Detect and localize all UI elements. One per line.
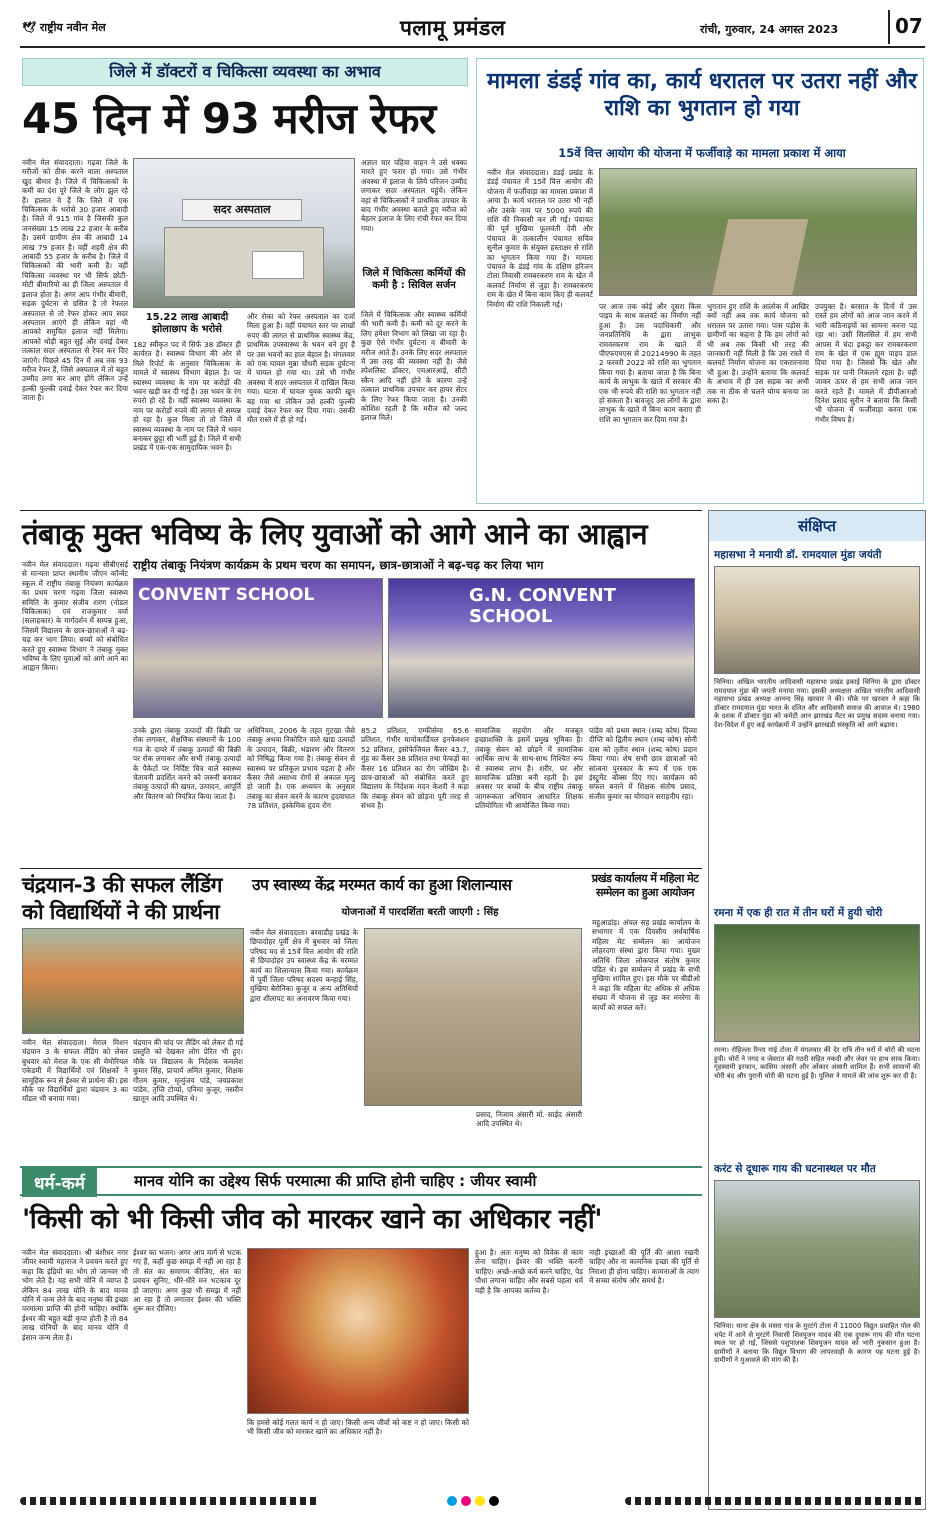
story4-top-rule bbox=[20, 868, 702, 869]
story3-col5: सामाजिक सहयोग और मजबूत इच्छाशक्ति के इसमें प्रमुख भूमिका है। तंबाकू सेवन को छोड़ने में सामाजिक आर्थिक लाभ के साथ-साथ निश्चित रूप से स्वास्थ्य लाभ है। शरीर, घर और सामाजिक प्रतिष्ठा बनी रहती है। इस अवसर पर बच्चों के बीच राष्ट्रीय तंबाकू जागरूकता अभियान आधारित शिक्षक प्रतियोगिता भी आयोजित किया गया। bbox=[475, 726, 583, 811]
students-prayer-photo bbox=[22, 928, 244, 1034]
page-number: 07 bbox=[895, 14, 923, 38]
sidebar-item3-head: करंट से दूधारू गाय की घटनास्थल पर मौत bbox=[714, 1163, 876, 1175]
foundation-stone-photo bbox=[364, 928, 582, 1106]
story4-col2: चंद्रयान की चांद पर लैंडिंग को लेकर दी गई प्रस्तुति को देखकर लोग प्रेरित भी हुए। मौके पर विद्यालय के निदेशक कमलेश कुमार सिंह, प्राचार्य अमित कुमार, शिक्षक गौतम कुमार, मृत्युंजय पांडे, जयप्रकाश पांडेय, तृप्ति टोप्पो, एनिमा कुजूर, नसरीन खातून आदि उपस्थित थे। bbox=[133, 1038, 243, 1104]
story1-headline: 45 दिन में 93 मरीज रेफर bbox=[22, 94, 436, 143]
hospital-photo bbox=[133, 158, 355, 308]
school-photo-2 bbox=[388, 578, 695, 718]
story1-sub1: 15.22 लाख आबादी झोलाछाप के भरोसे bbox=[145, 312, 229, 335]
story5-col2: प्रसाद, निजाम अंसारी मो. साईद अंसारी आदि उपस्थित थे। bbox=[476, 1110, 582, 1129]
bird-logo-icon: 🕊 bbox=[22, 21, 36, 34]
hospital-sign: सदर अस्पताल bbox=[182, 199, 302, 221]
story3-col2: उनके द्वारा तंबाकू उत्पादों की बिक्री पर रोक लगाकर, शैक्षणिक संस्थानों के 100 गज के दायरे में तंबाकू उत्पादों की बिक्री पर रोक लगाकर और सभी तंबाकू उत्पादों के पैकेटों पर निर्दिष्ट चित्र वाले स्वास्थ्य चेतावनी प्रदर्शित करने को जरूरी बनाकर तंबाकू उत्पादों की खपत, उत्पादन, आपूर्ति और वितरण को नियंत्रित किया जाता है। bbox=[133, 726, 241, 801]
swami-photo bbox=[247, 1248, 469, 1414]
story2-headline: मामला डंडई गांव का, कार्य धरातल पर उतरा नहीं और राशि का भुगतान हो गया bbox=[486, 69, 918, 121]
story2-col4: उपयुक्त है। बरसात के दिनों में उस रास्ते हम लोगों को आज जान करने में भारी कठिनाइयों का सामना करना पड़ रहा था। उसी सिलसिले में हम सभी आपस में चंदा इकट्ठा कर रामबरकरण राम के खेत में एक ह्यूम पाइप डाल दिया गया है। जिससे कि खेत और सड़क पर पानी निकलने रहता है। वहीं जाकर ऊपर से हम सभी आज जान करते रहते हैं। मामले में डीपीआरओ दिनेश प्रसाद सुरीन ने बताया कि किसी भी योजना में फर्जीवाड़ा करना एक गंभीर विषय है। bbox=[815, 302, 917, 424]
road-photo bbox=[599, 168, 917, 296]
story1-kicker: जिले में डॉक्टरों व चिकित्सा व्यवस्था का अभाव bbox=[22, 58, 468, 86]
story2-col2: पर आज तक कोई और दूसरा किस पाइप के साथ कलवर्ट का निर्माण नहीं हुआ है। उस पदाधिकारी और जनप्रतिनिधि के द्वारा लाभुक रामवरकरण राम के खाते में पीएफएमएस से 20214990 के तहत 2 फरवरी 2022 को राशि का भुगतान किया गया है। बताया जाता है कि बिना कार्य के लाभुक के खाते में सरकार की एक भी रुपये की राशि का भुगतान नहीं हो सकता है। बावजूद उस लोगों के द्वारा लाभुक के खाते में बिना काम कराए ही राशि का भुगतान कर दिया गया है। bbox=[599, 302, 701, 424]
section-title: पलामू प्रमंडल bbox=[400, 16, 506, 40]
page-divider bbox=[888, 10, 890, 44]
registration-bar-left bbox=[20, 1497, 320, 1505]
story1-col5: जिले में चिकित्सक और स्वास्थ्य कर्मियों की भारी कमी है। कमी को दूर करने के लिए हमेशा विभाग को लिखा जा रहा है। कुछ ऐसे गंभीर दुर्घटना व बीमारी के मरीज आते हैं। उनके लिए सदर अस्पताल में उस तरह की व्यवस्था नहीं है। जैसे स्पेशलिस्ट डॉक्टर, एमआरआई, सीटी स्कैन आदि नहीं होने के कारण उन्हें तत्काल प्राथमिक उपचार कर हायर सेंटर के लिए रेफर किया जाता है। उनकी कोशिश रहती है कि मरीज को जल्द इलाज मिले। bbox=[361, 310, 467, 423]
story3-subhead: राष्ट्रीय तंबाकू नियंत्रण कार्यक्रम के प्रथम चरण का समापन, छात्र-छात्राओं ने बढ़-चढ़ कर लिया भाग bbox=[133, 558, 544, 572]
story1-sub2: जिले में चिकित्सा कर्मियों की कमी है : सिविल सर्जन bbox=[362, 268, 466, 291]
issue-date: रांची, गुरुवार, 24 अगस्त 2023 bbox=[700, 23, 839, 36]
story2-col1: नवीन मेल संवाददाता। डंडई प्रखंड के डंडई पंचायत में 15वें वित्त आयोग की योजना में फर्जीवाड़ा का मामला प्रकाश में आया है। कार्य धरातल पर उतरा भी नहीं और उसके नाम पर 5000 रुपये की राशि की निकासी कर ली गई। पंचायत की पूर्व मुखिया फूलवंती देवी और पंचायत के तत्कालीन पंचायत सचिव सुनील कुमार के संयुक्त हस्ताक्षर से राशि का भुगतान किया गया है। मामला पंचायत के डंडई गांव के दक्षिण हरिजन टोला निवासी रामबरकरण राम के खेत में कलवर्ट निर्माण से जुड़ा है। रामबरकरण राम के खेत में बिना काम किए ही कलवर्ट निर्माण की राशि निकाली गई। bbox=[487, 168, 593, 309]
dharma-col5: नाही इच्छाओं की पूर्ति की आशा रखनी चाहिए और ना कामनिक इच्छा की पूर्ति से निराशा ही होना चाहिए। कामनाओं के त्याग में सच्चा संतोष और समर्थ है। bbox=[589, 1248, 699, 1286]
yellow-dot bbox=[475, 1496, 485, 1506]
dharma-headline: 'किसी को भी किसी जीव को मारकर खाने का अधिकार नहीं' bbox=[22, 1204, 603, 1235]
registration-bar-right bbox=[625, 1497, 925, 1505]
story2-col3: भुगतान हुए राशि के आलोक में आखिर क्यों नहीं अब तक कार्य योजना को धरातल पर उतारा गया। पास पड़ोस के ग्रामीणों का कहना है कि हम लोगों को भी अब तक किसी भी तरह की जानकारी नहीं मिली है कि उस रास्ते में कलवर्ट निर्माण योजना का एकरारनामा भी हुआ है। उन्होंने बताया कि कलवर्ट के अभाव में ही उस सड़क का अभी तक ना ठीक से चलने योग्य बनाया जा सका है। bbox=[707, 302, 809, 406]
story4-col1: नवीन मेल संवाददाता। मेराल मिशन चंद्रयान 3 के सफल लैंडिंग को लेकर बुधवार को मेराल के एक सी मेमोरियल एकेडमी में विद्यार्थियों एवं शिक्षकों ने सामूहिक रूप से ईश्वर से प्रार्थना की। इस मौके पर विद्यार्थियों द्वारा चंद्रयान 3 का मॉडल भी बनाया गया। bbox=[22, 1038, 128, 1104]
story5-headline: उप स्वास्थ्य केंद्र मरम्मत कार्य का हुआ शिलान्यास bbox=[252, 876, 512, 894]
story3-col4: 85.2 प्रतिशत, एम्फीसेमा 65.6 प्रतिशत, गंभीर मायोकार्डियल इनफेक्शन 52 प्रतिशत, इसोफेजियल कैंसर 43.7, मुंह का कैंसर 38 प्रतिशत तथा फेफड़ों का कैंसर 16 प्रतिशत का रोग जोखिम है। छात्र-छात्राओं को संबोधित करते हुए विद्यालय के निदेशक मदन केशरी ने कहा कि तंबाकू सेवन को छोड़ना पूरी तरह से संभव है। bbox=[361, 726, 469, 811]
sidebar-item1-head: महासभा ने मनायी डॉ. रामदयाल मुंडा जयंती bbox=[714, 549, 882, 561]
dharma-strap: मानव योनि का उद्देश्य सिर्फ परमात्मा की प्राप्ति होनी चाहिए : जीयर स्वामी bbox=[134, 1172, 537, 1190]
sidebar-title: संक्षिप्त bbox=[709, 511, 925, 541]
color-dots bbox=[447, 1496, 499, 1506]
magenta-dot bbox=[461, 1496, 471, 1506]
sidebar-item2-head: रमना में एक ही रात में तीन घरों में हुयी चोरी bbox=[714, 907, 883, 919]
dharma-col2: ईश्वर का भजन। अगर आप मार्ग से भटक गए हैं, कहीं कुछ समझ में नहीं आ रहा है तो संत का समागम कीजिए, संत का प्रवचन सुनिए, धीरे-धीरे मन भटकाव दूर हो जाएगा। अगर कुछ भी समझ में नहीं आ रहा है तो लगातार ईश्वर की भक्ति शुरू कर दीजिए। bbox=[133, 1248, 241, 1314]
paper-name: 🕊 राष्ट्रीय नवीन मेल bbox=[22, 21, 106, 34]
sidebar-item1-text: चिनिया। अखिल भारतीय आदिवासी महासभा प्रखंड इकाई चिनिया के द्वारा डॉक्टर रामदयाल मुंडा की जयंती मनाया गया। इसकी अध्यक्षता अखिल भारतीय आदिवासी महासभा प्रखंड अध्यक्ष आनन्द सिंह खरवार ने की। मौके पर खरवार ने कहा कि डॉक्टर रामदयाल मुंडा भारत के दलित और आदिवासी समाज की आवाज थे। 1980 के दशक में डॉक्टर मुंडा को कमेटी आन झारखंड मैटर का प्रमुख सदस्य बनाया गया। देश-विदेश में हुए कई कार्यक्रमों में उन्होंने झारखंडी संस्कृति को आगे बढ़ाया। bbox=[714, 678, 920, 729]
story6-col1: महुआडांड़। अंचल सह प्रखंड कार्यालय के सभागार में एक दिवसीय अर्धवार्षिक महिला मेट सम्मेलन का आयोजन लोहरदगा संस्था द्वारा किया गया। मुख्य अतिथि जिला लोकपाल संतोष कुमार पंडित थे। इस सम्मेलन में प्रखंड के सभी मुखिया शामिल हुए। इस मौके पर बीडीओ ने कहा कि महिला मेट अधिक से अधिक संख्या में योजना से जुड़ कर मनरेगा के कार्यों को सफल करें। bbox=[592, 918, 700, 1012]
dharma-col4: हुआ है। अतः मनुष्य को विवेक से काम लेना चाहिए। ईश्वर की भक्ति करनी चाहिए। अच्छे-अच्छे कर्म करने चाहिए, पेड़ पौधा लगाना चाहिए और सबसे पहला धर्म यही है कि आपका कर्तव्य है। bbox=[475, 1248, 583, 1295]
ambulance bbox=[252, 251, 304, 279]
story3-col6: पांडेय को प्रथम स्थान (शब्द कोष) दिव्या दीप्ति को द्वितीय स्थान (शब्द कोष) सोनी दास को तृतीय स्थान (शब्द कोष) प्रदान किया गया। शेष सभी छात्र छात्राओं को सांत्वना पुरस्कार के रूप में एक एक इंस्ट्रूमेंट बॉक्स दिए गए। कार्यक्रम को सफल बनाने में शिक्षक संतोष प्रसाद, संजीव कुमार का योगदान सराहनीय रहा। bbox=[589, 726, 697, 801]
story6-headline: प्रखंड कार्यालय में महिला मेट सम्मेलन का हुआ आयोजन bbox=[591, 872, 699, 899]
cyan-dot bbox=[447, 1496, 457, 1506]
theft-site-photo bbox=[714, 924, 920, 1042]
cow-accident-photo bbox=[714, 1180, 920, 1318]
story1-col1: नवीन मेल संवाददाता। गढ़वा जिले के मरीजों को ठीक करने वाला अस्पताल खुद बीमार है। जिले में चिकित्सकों के कमी का दंश पूरे जिले के लोग झुल रहे हैं। हालात ये हैं कि जिले में एक चिकित्सक के भरोसे 30 हजार आबादी है। जिले में 915 गांव है जिसकी कुल जनसंख्या 15 लाख 22 हजार के करीब है। उसमे ग्रामीण क्षेत्र की आबादी 14 लाख 79 हजार है। वहीं शहरी क्षेत्र की आबादी 55 हजार के करीब है। जिले में चिकित्सकों की भारी कमी है। वहीं चिकित्सा व्यवस्था पर भी सिर्फ छोटी-मोटी बीमारियों का ही जिला अस्पताल में इलाज होता है। अगर आप गंभीर बीमारी, सड़क दुर्घटना से ग्रसित है तो रेफरल अस्पताल से तो रेफर होकर आप सदर अस्पताल आएंगे ही लेकिन वहां भी आपको समुचित इलाज नहीं मिलेगा। आपको थोड़ी बहुत सुई और दवाई देकर तत्काल सदर अस्पताल से रेफर कर दिए जाएंगे। पिछले 45 दिन में अब तक 93 मरीज रेफर हैं, जिसे अस्पताल में तो बहुत उम्मीद लगा कर आए होंगे लेकिन उन्हें हल्की फुल्की दवाई देकर रेफर कर दिया जाता है। bbox=[22, 158, 128, 403]
story5-subhead: योजनाओं में पारदर्शिता बरती जाएगी : सिंह bbox=[341, 907, 499, 918]
story2-subhead: 15वें वित्त आयोग की योजना में फर्जीवाड़े का मामला प्रकाश में आया bbox=[558, 146, 846, 160]
dirt-road bbox=[712, 219, 809, 296]
story1-col3: और रोका को रेफर अस्पताल का दर्जा मिला हुआ है। वहीं पंचायत स्तर पर लाखों रुपए की लागत से प्राथमिक स्वास्थ्य केंद्र, प्राथमिक उपस्वास्थ्य के भवन बने हुए हैं पर उस भवनों का हाल बेहाल है। मंगलवार को एक घायल मुन्ना चौधरी सड़क दुर्घटना में घायल हो गया था। उसे भी गंभीर अवस्था में सदर अस्पताल में दाखिल किया गया। घटना में घायल युवक काफी खून बह गया था लेकिन उसे हल्की फुल्की दवाई देकर रेफर कर दिया गया। उसकी मौत रास्ते में ही हो गई। bbox=[247, 312, 355, 425]
story3-top-rule bbox=[20, 510, 702, 511]
sidebar-item3-text: चिनिया। थाना क्षेत्र के मसरा गांव के मुरटंगे टोला में 11000 विद्युत प्रवाहित पोल की चपेट में आने से मुरटंगे निवासी शिवपूजन यादव की एक दुधारू गाय की मौत घटना स्थल पर हो गई, जिससे पशुपालक शिवपूजन यादव को भारी नुकसान हुआ है। ग्रामीणों ने बताया कि विद्युत विभाग की लापरवाही के कारण यह घटना हुई है। ग्रामीणों ने मुआवजे की मांग की है। bbox=[714, 1322, 920, 1365]
sidebar-item2-text: रमना। रोहिल्ला रिन्ता गांई टोला में मंगलवार की देर रात्रि तीन घरों में चोरों की घटना हुयी। चोरों ने नगद व जेवरात की गठरी सहित नकदी और जेवर पर हाथ साफ किया। गृहस्वामी इरफान, कासिम अंसारी और ओंकार अंसारी शामिल हैं। सभी सामानों की चोरी बंद और पुरानी चोरी की घटना हुई है। पुलिस ने मामले की जांच शुरू कर दी है। bbox=[714, 1046, 920, 1080]
story1-col2: 182 स्वीकृत पद में सिर्फ 38 डॉक्टर ही कार्यरत है। स्वास्थ्य विभाग की ओर से मिले रिपोर्ट के अनुसार चिकित्सक के मामले में स्वास्थ्य विभाग बेहाल है। पर स्वास्थ्य व्यवस्था के नाम पर करोड़ों की भवन खड़ी कर दी गई है। उस भवन के रंग रुपरो हो रहे है। वहीं स्वास्थ्य व्यवस्था के नाम पर करोड़ों रुपये की लागत से सम्पन्न हो रहा है। कुल मिला तो तो जिले में स्वास्थ्य व्यवस्था के नाम पर जिले में भवन बनाकर छुट्टा सी भर्ती हुई है। जिले में सभी प्रखंड में एक-एक सामुदायिक भवन है। bbox=[133, 340, 241, 453]
dharma-col1: नवीन मेल संवाददाता। श्री बंशीधर नगर जीयर स्वामी महाराज ने प्रवचन करते हुए कहा कि इंद्रियों का भोग तो जानवर भी भोग लेते है। यह सभी योनि में व्याप्त है लेकिन 84 लाख योनि के बाद मानव योनि में जन्म लेने के बाद मनुष्य की इच्छा परमात्मा प्राप्ति की होनी चाहिए। क्योंकि ईश्वर की बहुत बड़ी कृपा होती है तो 84 लाख योनियों के बाद मानव योनि में इंसान जन्म लेता है। bbox=[22, 1248, 128, 1342]
school-banner-1: CONVENT SCHOOL bbox=[138, 585, 315, 605]
black-dot bbox=[489, 1496, 499, 1506]
story1-col4: अज्ञात चार पहिया वाहन ने उसे धक्का मारते हुए फरार हो गया। उसे गंभीर अवस्था में इलाज के लिये परिजन उम्मीद लगाकर सदर अस्पताल पहुंचे। लेकिन वहां से चिकित्सकों ने प्राथमिक उपचार के बाद गंभीर अवस्था बताते हुए मरीज को बेहतर इलाज के लिए रांची रेफर कर दिया गया। bbox=[361, 158, 467, 233]
masthead-rule bbox=[20, 46, 925, 48]
dharma-tag: धर्म-कर्म bbox=[22, 1168, 97, 1197]
story3-col3: अधिनियम, 2006 के तहत गुटखा जैसे तंबाकू अथवा निकोटिन वाले खाद्य उत्पादों के उत्पादन, बिक्री, भंडारण और वितरण को निषिद्ध किया गया है। तंबाकू सेवन से स्वास्थ्य पर प्रतिकूल प्रभाव पड़ता है और कैंसर जैसे असाध्य रोगों से अकाल मृत्यु हो जाती है। एक अध्ययन के अनुसार तंबाकू का सेवन करने के कारण हृदयाघात 78 प्रतिशत, इस्केमिक हृदय रोग bbox=[247, 726, 355, 811]
dharma-col3: कि हमसे कोई गलत कार्य न हो जाए। किसी अन्य जीवों को कष्ट न हो जाए। किसी को भी किसी जीव को मारकर खाने का अधिकार नहीं है। bbox=[247, 1418, 469, 1437]
story5-col1: नवीन मेल संवाददाता। बरवाडीह प्रखंड के छिपादोहर पूर्वी क्षेत्र में बुधवार को जिला परिषद मद से 15वें वित्त आयोग की राशि से छिपादोहर उप स्वास्थ्य केंद्र के मरम्मत कार्य का शिलान्यास किया गया। कार्यक्रम में पूर्वी जिला परिषद सदस्य कन्हाई सिंह, मुखिया बेरोनिका कुजूर व अन्य अतिथियों द्वारा शीलापट का अनावरण किया गया। bbox=[250, 928, 358, 1003]
school-photo-1 bbox=[133, 578, 383, 718]
story4-headline: चंद्रयान-3 की सफल लैंडिंग को विद्यार्थियों ने की प्रार्थना bbox=[22, 873, 222, 924]
school-banner-2: G.N. CONVENT SCHOOL bbox=[469, 585, 616, 627]
print-registration-strip bbox=[20, 1494, 925, 1508]
story3-col1: नवीन मेल संवाददाता। गढ़वा सीबीएसई से मान्यता प्राप्त स्थानीय जीएन कॉन्वेंट स्कूल में राष्ट्रीय तंबाकू नियंत्रण कार्यक्रम का प्रथम चरण गढ़वा जिला स्वास्थ्य समिति के कुमार संजीव शरण (नोडल चिकित्सक) एवं राजकुमार वर्मा (सलाहकार) के मार्गदर्शन में सम्पन्न हुआ, जिसमें विद्यालय के छात्र-छात्राओं ने बढ़-चढ़ कर भाग लिया। बच्चों को संबोधित करते हुए स्वास्थ्य विभाग ने तंबाकू मुक्त भविष्य के लिए युवाओं को आगे आने का आह्वान किया। bbox=[22, 560, 128, 673]
jayanti-photo bbox=[714, 566, 920, 674]
story3-headline: तंबाकू मुक्त भविष्य के लिए युवाओं को आगे आने का आह्वान bbox=[22, 517, 648, 551]
